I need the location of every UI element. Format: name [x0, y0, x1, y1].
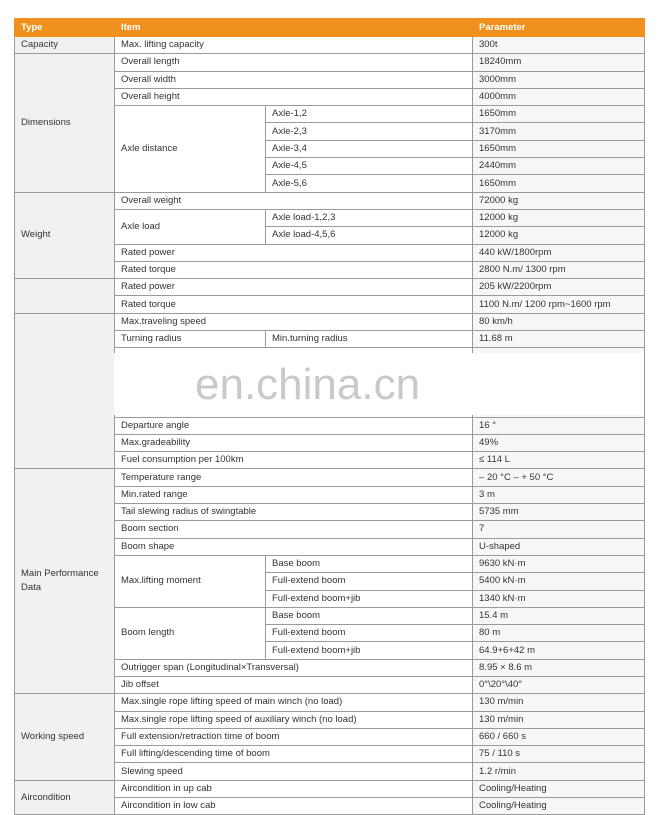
- value-cell: 75 / 110 s: [473, 746, 645, 763]
- table-row: [15, 780, 645, 797]
- item-cell: Boom section: [115, 521, 473, 538]
- subitem-cell: Base boom: [266, 607, 473, 624]
- value-cell: 15.4 m: [473, 607, 645, 624]
- item-cell: Overall weight: [115, 192, 473, 209]
- item-cell: Overall width: [115, 71, 473, 88]
- table-row: [15, 54, 645, 71]
- item-cell: Max. lifting capacity: [115, 37, 473, 54]
- value-cell: 9630 kN·m: [473, 555, 645, 572]
- value-cell: 130 m/min: [473, 694, 645, 711]
- table-row: [15, 313, 645, 330]
- item-cell: Fuel consumption per 100km: [115, 452, 473, 469]
- item-cell: Boom shape: [115, 538, 473, 555]
- value-cell: 1650mm: [473, 106, 645, 123]
- item-cell: Aircondition in low cab: [115, 798, 473, 815]
- header-parameter: Parameter: [473, 19, 645, 37]
- header-type: Type: [15, 19, 115, 37]
- value-cell: 64.9+6+42 m: [473, 642, 645, 659]
- value-cell: 3000mm: [473, 71, 645, 88]
- item-cell: Turning radius: [115, 331, 266, 348]
- value-cell: 5735 mm: [473, 504, 645, 521]
- table-header-row: [15, 19, 645, 37]
- table-row: [15, 192, 645, 209]
- value-cell: 1100 N.m/ 1200 rpm~1600 rpm: [473, 296, 645, 313]
- value-cell: 7: [473, 521, 645, 538]
- item-cell: Min.rated range: [115, 486, 473, 503]
- value-cell: 660 / 660 s: [473, 728, 645, 745]
- type-performance: Main Performance Data: [15, 469, 115, 694]
- item-cell: Jib offset: [115, 676, 473, 693]
- value-cell: 12000 kg: [473, 227, 645, 244]
- value-cell: 18240mm: [473, 54, 645, 71]
- value-cell: ≤ 114 L: [473, 452, 645, 469]
- value-cell: 130 m/min: [473, 711, 645, 728]
- type-working-speed: Working speed: [15, 694, 115, 780]
- type-travel-blank: [15, 313, 115, 469]
- watermark-text: en.china.cn: [195, 360, 421, 409]
- item-cell: Departure angle: [115, 417, 473, 434]
- item-cell: Max.traveling speed: [115, 313, 473, 330]
- value-cell: 16 °: [473, 417, 645, 434]
- subitem-cell: Axle-3,4: [266, 140, 473, 157]
- value-cell: 300t: [473, 37, 645, 54]
- item-cell: Full extension/retraction time of boom: [115, 728, 473, 745]
- subitem-cell: Axle-2,3: [266, 123, 473, 140]
- value-cell: 49%: [473, 434, 645, 451]
- subitem-cell: Axle-5,6: [266, 175, 473, 192]
- value-cell: 8.95 × 8.6 m: [473, 659, 645, 676]
- subitem-cell: Axle load-4,5,6: [266, 227, 473, 244]
- value-cell: 12000 kg: [473, 209, 645, 226]
- spec-table: [14, 18, 645, 815]
- value-cell: 1.2 r/min: [473, 763, 645, 780]
- type-weight: Weight: [15, 192, 115, 278]
- type-engine-blank: [15, 279, 115, 314]
- table-row: [15, 469, 645, 486]
- item-cell: Boom length: [115, 607, 266, 659]
- subitem-cell: Full-extend boom+jib: [266, 642, 473, 659]
- value-cell: 4000mm: [473, 88, 645, 105]
- item-cell: Rated torque: [115, 296, 473, 313]
- value-cell: U-shaped: [473, 538, 645, 555]
- value-cell: 1650mm: [473, 175, 645, 192]
- value-cell: – 20 °C – + 50 °C: [473, 469, 645, 486]
- value-cell: 80 km/h: [473, 313, 645, 330]
- value-cell: 440 kW/1800rpm: [473, 244, 645, 261]
- value-cell: Cooling/Heating: [473, 798, 645, 815]
- header-item: Item: [115, 19, 473, 37]
- subitem-cell: Axle load-1,2,3: [266, 209, 473, 226]
- item-cell: Rated power: [115, 279, 473, 296]
- table-row: [15, 694, 645, 711]
- item-cell: Overall height: [115, 88, 473, 105]
- item-cell: Max.gradeability: [115, 434, 473, 451]
- value-cell: 80 m: [473, 625, 645, 642]
- item-cell: Max.single rope lifting speed of auxiliary winch (no load): [115, 711, 473, 728]
- item-cell: Max.lifting moment: [115, 555, 266, 607]
- type-dimensions: Dimensions: [15, 54, 115, 192]
- item-cell: Aircondition in up cab: [115, 780, 473, 797]
- subitem-cell: Full-extend boom: [266, 625, 473, 642]
- value-cell: 205 kW/2200rpm: [473, 279, 645, 296]
- type-aircondition: Aircondition: [15, 780, 115, 815]
- item-cell: Tail slewing radius of swingtable: [115, 504, 473, 521]
- item-cell: Axle distance: [115, 106, 266, 192]
- value-cell: 11.68 m: [473, 331, 645, 348]
- value-cell: 1340 kN·m: [473, 590, 645, 607]
- subitem-cell: Full-extend boom+jib: [266, 590, 473, 607]
- item-cell: Rated power: [115, 244, 473, 261]
- value-cell: 1650mm: [473, 140, 645, 157]
- table-row: [15, 37, 645, 54]
- item-cell: Axle load: [115, 209, 266, 244]
- value-cell: 2440mm: [473, 158, 645, 175]
- value-cell: 5400 kN·m: [473, 573, 645, 590]
- item-cell: Full lifting/descending time of boom: [115, 746, 473, 763]
- value-cell: Cooling/Heating: [473, 780, 645, 797]
- value-cell: 0°\20°\40°: [473, 676, 645, 693]
- item-cell: Slewing speed: [115, 763, 473, 780]
- item-cell: Rated torque: [115, 261, 473, 278]
- item-cell: Outrigger span (Longitudinal×Transversal): [115, 659, 473, 676]
- value-cell: 2800 N.m/ 1300 rpm: [473, 261, 645, 278]
- subitem-cell: Axle-1,2: [266, 106, 473, 123]
- item-cell: Overall length: [115, 54, 473, 71]
- subitem-cell: Base boom: [266, 555, 473, 572]
- subitem-cell: Min.turning radius: [266, 331, 473, 348]
- subitem-cell: Axle-4,5: [266, 158, 473, 175]
- value-cell: 3 m: [473, 486, 645, 503]
- type-capacity: Capacity: [15, 37, 115, 54]
- item-cell: Temperature range: [115, 469, 473, 486]
- item-cell: Max.single rope lifting speed of main winch (no load): [115, 694, 473, 711]
- value-cell: 72000 kg: [473, 192, 645, 209]
- value-cell: 3170mm: [473, 123, 645, 140]
- subitem-cell: Full-extend boom: [266, 573, 473, 590]
- table-row: [15, 279, 645, 296]
